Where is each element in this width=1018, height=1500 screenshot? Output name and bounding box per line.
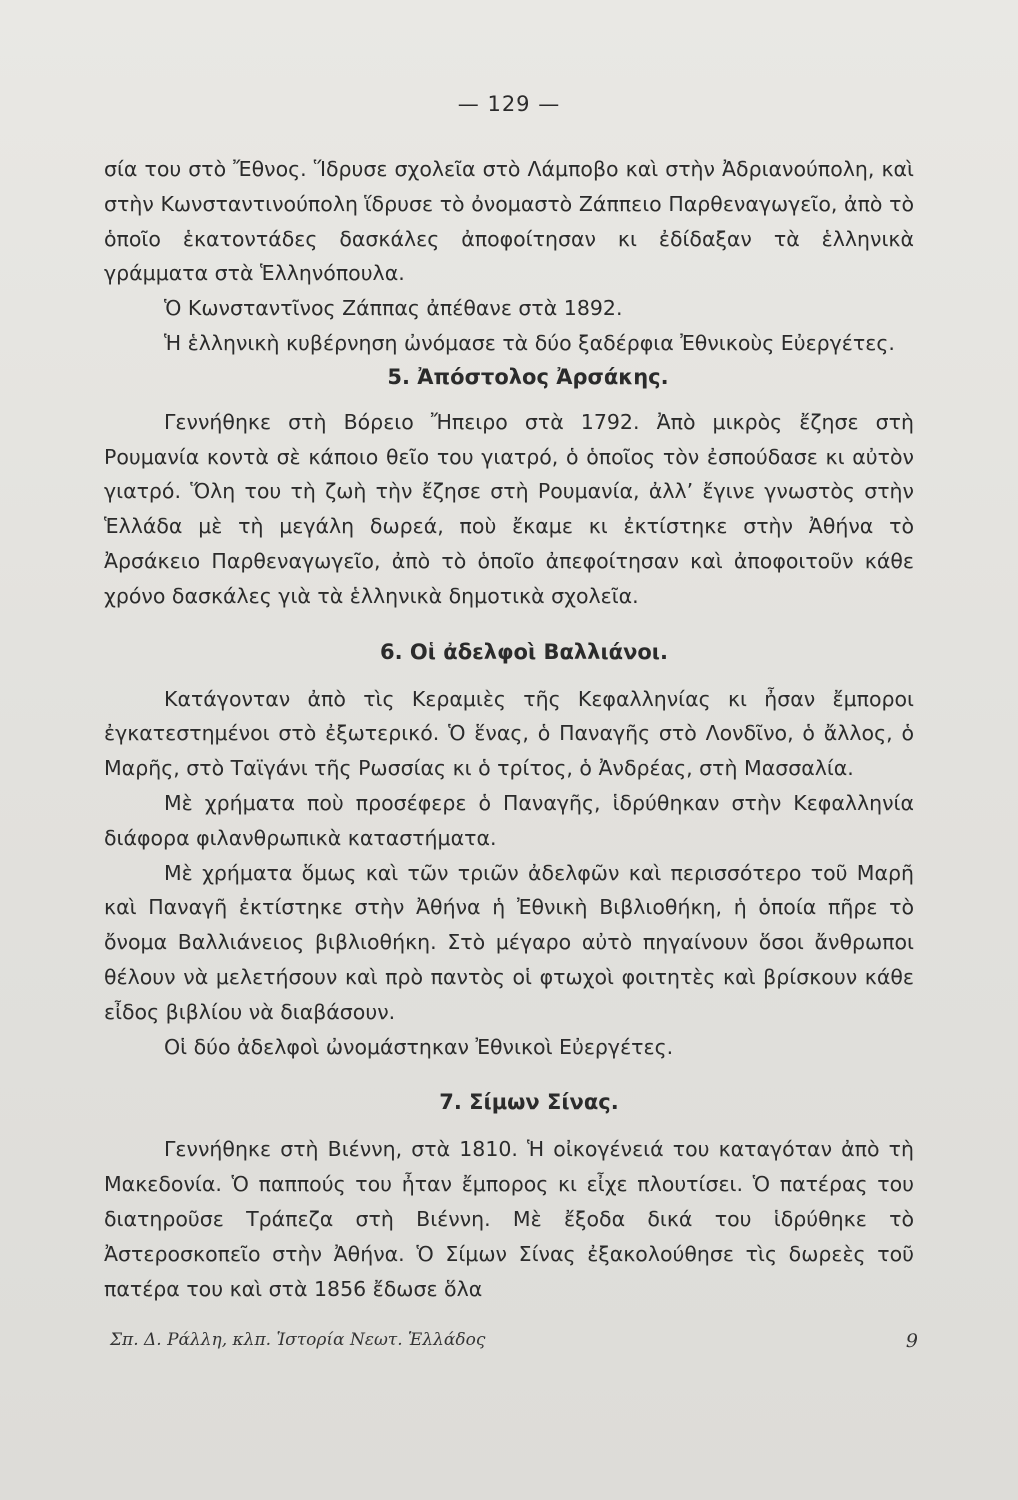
paragraph-vallianos-library: Μὲ χρήματα ὅμως καὶ τῶν τριῶν ἀδελφῶν καὶ περισσότερο τοῦ Μαρῆ καὶ Παναγῆ ἐκτίστηκε στὴν Ἀθήνα ἡ Ἐθνικὴ Βιβλιοθήκη, ἡ ὁποία πῆρε τὸ ὄνομα Βαλλιάνειος βιβλιοθήκη. Στὸ μέγαρο αὐτὸ πηγαίνουν ὅσοι ἄνθρωποι θέλουν νὰ μελετήσουν καὶ πρὸ παντὸς οἱ φτωχοὶ φοιτητὲς καὶ βρίσκουν κάθε εἶδος βιβλίου νὰ διαβάσουν.	[104, 860, 914, 1024]
paragraph-vallianos-kefalonia: Μὲ χρήματα ποὺ προσέφερε ὁ Παναγῆς, ἱδρύθηκαν στὴν Κεφαλληνία διάφορα φιλανθρωπικὰ καταστήματα.	[104, 790, 914, 850]
section-heading-sinas: 7. Σίμων Σίνας.	[439, 1090, 619, 1115]
paragraph-sinas: Γεννήθηκε στὴ Βιέννη, στὰ 1810. Ἡ οἰκογένειά του καταγόταν ἀπὸ τὴ Μακεδονία. Ὁ παππούς του ἦταν ἔμπορος κι εἶχε πλουτίσει. Ὁ πατέρας του διατηροῦσε Τράπεζα στὴ Βιέννη. Μὲ ἔξοδα δικά του ἱδρύθηκε τὸ Ἀστεροσκοπεῖο στὴν Ἀθήνα. Ὁ Σίμων Σίνας ἐξακολούθησε τὶς δωρεὲς τοῦ πατέρα του καὶ στὰ 1856 ἔδωσε ὅλα	[104, 1137, 914, 1301]
paragraph-benefactors: Ἡ ἑλληνικὴ κυβέρνηση ὠνόμασε τὰ δύο ξαδέρφια Ἐθνικοὺς Εὐεργέτες.	[164, 330, 895, 355]
paragraph-arsakis: Γεννήθηκε στὴ Βόρειο Ἤπειρο στὰ 1792. Ἀπὸ μικρὸς ἔζησε στὴ Ρουμανία κοντὰ σὲ κάποιο θεῖο του γιατρό, ὁ ὁποῖος τὸν ἐσπούδασε κι αὐτὸν γιατρό. Ὅλη του τὴ ζωὴ τὴν ἔζησε στὴ Ρουμανία, ἀλλ’ ἔγινε γνωστὸς στὴν Ἑλλάδα μὲ τὴ μεγάλη δωρεά, ποὺ ἔκαμε κι ἐκτίστηκε στὴν Ἀθήνα τὸ Ἀρσάκειο Παρθεναγωγεῖο, ἀπὸ τὸ ὁποῖο ἀπεφοίτησαν καὶ ἀποφοιτοῦν κάθε χρόνο δασκάλες γιὰ τὰ ἑλληνικὰ δημοτικὰ σχολεῖα.	[104, 409, 914, 608]
paragraph-vallianos-benefactors: Οἱ δύο ἀδελφοὶ ὠνομάστηκαν Ἐθνικοὶ Εὐεργέτες.	[164, 1034, 674, 1059]
paragraph-zappas-death: Ὁ Κωνσταντῖνος Ζάππας ἀπέθανε στὰ 1892.	[164, 296, 623, 321]
body-text	[104, 152, 914, 1306]
paragraph-continuation: σία του στὸ Ἔθνος. Ἵδρυσε σχολεῖα στὸ Λάμποβο καὶ στὴν Ἀδριανούπολη, καὶ στὴν Κωνσταντινούπολη ἵδρυσε τὸ ὀνομαστὸ Ζάππειο Παρθεναγωγεῖο, ἀπὸ τὸ ὁποῖο ἑκατοντάδες δασκάλες ἀποφοίτησαν κι ἐδίδαξαν τὰ ἑλληνικὰ γράμματα στὰ Ἑλληνόπουλα.	[104, 157, 914, 286]
page-number: — 129 —	[457, 92, 561, 116]
section-heading-arsakis: 5. Ἀπόστολος Ἀρσάκης.	[387, 364, 669, 389]
section-heading-vallianos: 6. Οἱ ἀδελφοὶ Βαλλιάνοι.	[380, 639, 668, 664]
signature-mark: 9	[905, 1330, 918, 1352]
footer-citation: Σπ. Δ. Ράλλη, κλπ. Ἱστορία Νεωτ. Ἑλλάδος	[110, 1330, 486, 1350]
paragraph-vallianos-origin: Κατάγονταν ἀπὸ τὶς Κεραμιὲς τῆς Κεφαλληνίας κι ἦσαν ἔμποροι ἐγκατεστημένοι στὸ ἐξωτερικό. Ὁ ἕνας, ὁ Παναγῆς στὸ Λονδῖνο, ὁ ἄλλος, ὁ Μαρῆς, στὸ Ταϊγάνι τῆς Ρωσσίας κι ὁ τρίτος, ὁ Ἀνδρέας, στὴ Μασσαλία.	[104, 686, 914, 781]
